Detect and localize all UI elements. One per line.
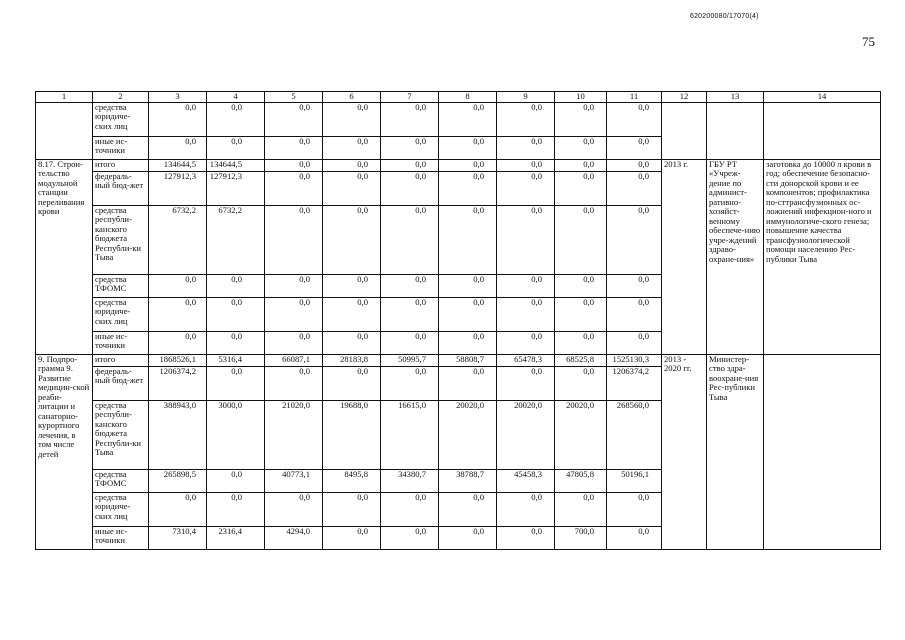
value-cell: 0,0 bbox=[555, 171, 607, 205]
value-cell: 50196,1 bbox=[607, 469, 662, 492]
value-cell: 58808,7 bbox=[439, 354, 497, 366]
funding-source: средства республи-канского бюджета Республи-ки Тыва bbox=[93, 400, 149, 469]
value-cell: 0,0 bbox=[607, 102, 662, 136]
table-row bbox=[36, 102, 881, 136]
value-cell: 0,0 bbox=[381, 492, 439, 526]
value-cell: 0,0 bbox=[607, 331, 662, 354]
value-cell: 5316,4 bbox=[207, 354, 265, 366]
value-cell: 0,0 bbox=[381, 331, 439, 354]
value-cell: 45458,3 bbox=[497, 469, 555, 492]
table-row bbox=[36, 354, 881, 366]
value-cell: 0,0 bbox=[207, 492, 265, 526]
value-cell: 0,0 bbox=[607, 136, 662, 159]
value-cell: 0,0 bbox=[607, 205, 662, 274]
funding-source: средства республи-канского бюджета Республи-ки Тыва bbox=[93, 205, 149, 274]
funding-source: федераль-ный бюд-жет bbox=[93, 366, 149, 400]
value-cell: 4294,0 bbox=[265, 526, 323, 549]
value-cell: 0,0 bbox=[323, 102, 381, 136]
value-cell: 34380,7 bbox=[381, 469, 439, 492]
value-cell: 8495,8 bbox=[323, 469, 381, 492]
program-name: 9. Подпро-грамма 9. Развитие медицин-ской реаби-литации и санаторно-курортного лечения, в том числе детей bbox=[36, 354, 93, 549]
column-header: 13 bbox=[707, 92, 764, 103]
value-cell: 268560,0 bbox=[607, 400, 662, 469]
column-header: 2 bbox=[93, 92, 149, 103]
value-cell: 134644,5 bbox=[207, 159, 265, 171]
value-cell: 0,0 bbox=[149, 274, 207, 297]
column-header: 12 bbox=[662, 92, 707, 103]
value-cell: 0,0 bbox=[323, 297, 381, 331]
value-cell: 0,0 bbox=[555, 159, 607, 171]
value-cell: 0,0 bbox=[607, 526, 662, 549]
value-cell: 0,0 bbox=[497, 366, 555, 400]
value-cell: 0,0 bbox=[439, 366, 497, 400]
column-header: 9 bbox=[497, 92, 555, 103]
value-cell: 0,0 bbox=[497, 526, 555, 549]
funding-source: итого bbox=[93, 159, 149, 171]
value-cell: 0,0 bbox=[439, 102, 497, 136]
value-cell: 1206374,2 bbox=[149, 366, 207, 400]
executor-cell-empty bbox=[707, 102, 764, 159]
column-header: 5 bbox=[265, 92, 323, 103]
value-cell: 28183,8 bbox=[323, 354, 381, 366]
value-cell: 0,0 bbox=[497, 331, 555, 354]
value-cell: 0,0 bbox=[381, 171, 439, 205]
value-cell: 0,0 bbox=[607, 159, 662, 171]
funding-source: средства юридиче-ских лиц bbox=[93, 492, 149, 526]
value-cell: 50995,7 bbox=[381, 354, 439, 366]
value-cell: 66087,1 bbox=[265, 354, 323, 366]
value-cell: 1868526,1 bbox=[149, 354, 207, 366]
value-cell: 0,0 bbox=[439, 159, 497, 171]
value-cell: 0,0 bbox=[381, 366, 439, 400]
value-cell: 1206374,2 bbox=[607, 366, 662, 400]
value-cell: 0,0 bbox=[607, 171, 662, 205]
value-cell: 7310,4 bbox=[149, 526, 207, 549]
value-cell: 0,0 bbox=[149, 492, 207, 526]
value-cell: 0,0 bbox=[323, 274, 381, 297]
value-cell: 265898,5 bbox=[149, 469, 207, 492]
value-cell: 0,0 bbox=[149, 136, 207, 159]
value-cell: 0,0 bbox=[265, 297, 323, 331]
column-header: 6 bbox=[323, 92, 381, 103]
value-cell: 47805,8 bbox=[555, 469, 607, 492]
funding-source: иные ис-точники bbox=[93, 136, 149, 159]
value-cell: 0,0 bbox=[497, 102, 555, 136]
value-cell: 65478,3 bbox=[497, 354, 555, 366]
document-code: 620200080/17070(4) bbox=[690, 13, 759, 20]
value-cell: 0,0 bbox=[555, 297, 607, 331]
value-cell: 0,0 bbox=[439, 274, 497, 297]
value-cell: 0,0 bbox=[439, 492, 497, 526]
value-cell: 0,0 bbox=[323, 331, 381, 354]
value-cell: 0,0 bbox=[381, 297, 439, 331]
value-cell: 0,0 bbox=[555, 366, 607, 400]
value-cell: 0,0 bbox=[439, 171, 497, 205]
value-cell: 0,0 bbox=[439, 526, 497, 549]
value-cell: 0,0 bbox=[265, 492, 323, 526]
value-cell: 0,0 bbox=[323, 526, 381, 549]
funding-source: иные ис-точники bbox=[93, 331, 149, 354]
value-cell: 0,0 bbox=[497, 171, 555, 205]
value-cell: 0,0 bbox=[265, 136, 323, 159]
value-cell: 0,0 bbox=[323, 159, 381, 171]
value-cell: 0,0 bbox=[323, 136, 381, 159]
value-cell: 1525130,3 bbox=[607, 354, 662, 366]
funding-source: средства ТФОМС bbox=[93, 274, 149, 297]
value-cell: 6732,2 bbox=[149, 205, 207, 274]
value-cell: 0,0 bbox=[207, 331, 265, 354]
value-cell: 21020,0 bbox=[265, 400, 323, 469]
responsible-executor: Министер-ство здра-воохране-ния Рес-публики Тыва bbox=[707, 354, 764, 549]
value-cell: 0,0 bbox=[497, 297, 555, 331]
implementation-period: 2013 - 2020 гг. bbox=[662, 354, 707, 549]
value-cell: 0,0 bbox=[555, 331, 607, 354]
program-cell-empty bbox=[36, 102, 93, 159]
funding-source: федераль-ный бюд-жет bbox=[93, 171, 149, 205]
value-cell: 0,0 bbox=[497, 159, 555, 171]
column-header: 11 bbox=[607, 92, 662, 103]
value-cell: 20020,0 bbox=[439, 400, 497, 469]
implementation-period: 2013 г. bbox=[662, 159, 707, 354]
column-header: 8 bbox=[439, 92, 497, 103]
column-header: 1 bbox=[36, 92, 93, 103]
value-cell: 0,0 bbox=[207, 136, 265, 159]
value-cell: 127912,3 bbox=[207, 171, 265, 205]
value-cell: 0,0 bbox=[323, 205, 381, 274]
value-cell: 20020,0 bbox=[555, 400, 607, 469]
value-cell: 0,0 bbox=[497, 274, 555, 297]
value-cell: 0,0 bbox=[265, 331, 323, 354]
value-cell: 0,0 bbox=[265, 274, 323, 297]
value-cell: 0,0 bbox=[381, 136, 439, 159]
value-cell: 0,0 bbox=[149, 331, 207, 354]
value-cell: 68525,8 bbox=[555, 354, 607, 366]
column-header: 14 bbox=[764, 92, 881, 103]
value-cell: 0,0 bbox=[323, 492, 381, 526]
value-cell: 700,0 bbox=[555, 526, 607, 549]
expected-result bbox=[764, 354, 881, 549]
value-cell: 0,0 bbox=[555, 205, 607, 274]
value-cell: 16615,0 bbox=[381, 400, 439, 469]
value-cell: 0,0 bbox=[323, 366, 381, 400]
value-cell: 2316,4 bbox=[207, 526, 265, 549]
value-cell: 0,0 bbox=[265, 205, 323, 274]
funding-source: средства юридиче-ских лиц bbox=[93, 102, 149, 136]
value-cell: 0,0 bbox=[555, 102, 607, 136]
value-cell: 0,0 bbox=[381, 526, 439, 549]
value-cell: 0,0 bbox=[439, 205, 497, 274]
value-cell: 0,0 bbox=[207, 102, 265, 136]
value-cell: 0,0 bbox=[497, 136, 555, 159]
value-cell: 0,0 bbox=[265, 102, 323, 136]
value-cell: 0,0 bbox=[265, 171, 323, 205]
expected-result: заготовка до 10000 л крови в год; обеспечение безопасно-сти донорской крови и ее компонентов; профилактика по-сттрансфузионных ос-ложнений инфекцион-ного и иммунологиче-ского генеза; повышение качества трансфузиологической помощи населению Рес-публики Тыва bbox=[764, 159, 881, 354]
value-cell: 134644,5 bbox=[149, 159, 207, 171]
value-cell: 0,0 bbox=[265, 159, 323, 171]
value-cell: 0,0 bbox=[323, 171, 381, 205]
value-cell: 19688,0 bbox=[323, 400, 381, 469]
value-cell: 0,0 bbox=[497, 492, 555, 526]
column-header: 10 bbox=[555, 92, 607, 103]
value-cell: 0,0 bbox=[555, 492, 607, 526]
value-cell: 3000,0 bbox=[207, 400, 265, 469]
value-cell: 0,0 bbox=[207, 297, 265, 331]
value-cell: 0,0 bbox=[207, 469, 265, 492]
value-cell: 6732,2 bbox=[207, 205, 265, 274]
period-cell-empty bbox=[662, 102, 707, 159]
value-cell: 0,0 bbox=[149, 297, 207, 331]
value-cell: 40773,1 bbox=[265, 469, 323, 492]
value-cell: 0,0 bbox=[439, 297, 497, 331]
value-cell: 127912,3 bbox=[149, 171, 207, 205]
value-cell: 20020,0 bbox=[497, 400, 555, 469]
column-header: 4 bbox=[207, 92, 265, 103]
value-cell: 0,0 bbox=[555, 274, 607, 297]
column-header: 3 bbox=[149, 92, 207, 103]
value-cell: 0,0 bbox=[439, 331, 497, 354]
budget-table bbox=[35, 91, 881, 550]
value-cell: 38788,7 bbox=[439, 469, 497, 492]
value-cell: 0,0 bbox=[607, 297, 662, 331]
page-number: 75 bbox=[862, 34, 875, 49]
value-cell: 0,0 bbox=[207, 366, 265, 400]
value-cell: 0,0 bbox=[381, 274, 439, 297]
program-name: 8.17. Строи-тельство модульной станции переливания крови bbox=[36, 159, 93, 354]
value-cell: 0,0 bbox=[497, 205, 555, 274]
column-header: 7 bbox=[381, 92, 439, 103]
value-cell: 0,0 bbox=[439, 136, 497, 159]
funding-source: иные ис-точники bbox=[93, 526, 149, 549]
value-cell: 388943,0 bbox=[149, 400, 207, 469]
funding-source: итого bbox=[93, 354, 149, 366]
value-cell: 0,0 bbox=[555, 136, 607, 159]
value-cell: 0,0 bbox=[381, 159, 439, 171]
value-cell: 0,0 bbox=[607, 274, 662, 297]
value-cell: 0,0 bbox=[381, 102, 439, 136]
value-cell: 0,0 bbox=[207, 274, 265, 297]
table-row bbox=[36, 159, 881, 171]
value-cell: 0,0 bbox=[381, 205, 439, 274]
responsible-executor: ГБУ РТ «Учреж-дение по админист-ративно-хозяйст-венному обеспече-нию учре-ждений здраво-охране-ния» bbox=[707, 159, 764, 354]
funding-source: средства юридиче-ских лиц bbox=[93, 297, 149, 331]
column-header-row bbox=[36, 92, 881, 103]
funding-source: средства ТФОМС bbox=[93, 469, 149, 492]
result-cell-empty bbox=[764, 102, 881, 159]
value-cell: 0,0 bbox=[607, 492, 662, 526]
value-cell: 0,0 bbox=[265, 366, 323, 400]
value-cell: 0,0 bbox=[149, 102, 207, 136]
